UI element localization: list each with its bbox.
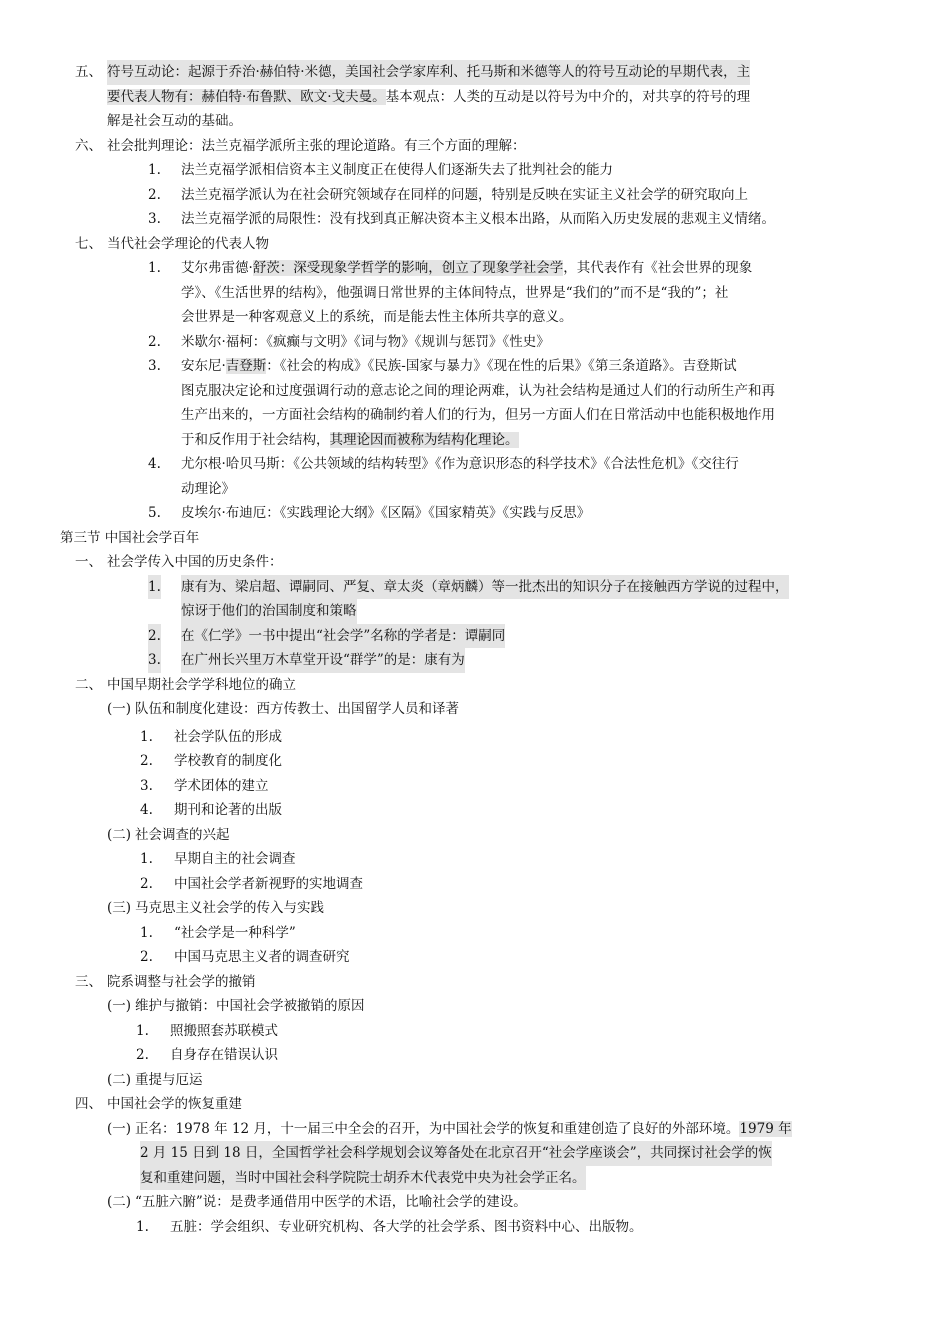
item-number: 2. [136, 1047, 149, 1063]
item-text: “社会学是一种科学” [174, 924, 296, 941]
item-number: 3. [148, 211, 161, 227]
schutz-item-cont [0, 281, 950, 306]
list-item [0, 847, 950, 872]
sub-heading [0, 1068, 950, 1093]
body-text: 安东尼· [181, 358, 226, 374]
list-item [0, 207, 950, 232]
item-text: 尤尔根·哈贝马斯：《公共领域的结构转型》《作为意识形态的科学技术》《合法性危机》《交往行 [181, 456, 739, 472]
item-text: 米歇尔·福柯：《疯癫与文明》《词与物》《规训与惩罚》《性史》 [181, 333, 550, 350]
item-number: 1. [148, 260, 161, 276]
giddens-item-cont [0, 379, 950, 404]
sub-heading [0, 1190, 950, 1215]
list-item [0, 183, 950, 208]
sub-heading [0, 1117, 950, 1142]
list-item [0, 749, 950, 774]
item-number: 4. [140, 802, 153, 818]
schutz-item-cont [0, 305, 950, 330]
early-heading [0, 673, 950, 698]
heading-text: 中国社会学的恢复重建 [107, 1096, 242, 1112]
item-number: 1. [140, 728, 153, 745]
item-number: 1. [148, 162, 161, 178]
list-item [0, 648, 950, 673]
item-text: 五脏：学会组织、专业研究机构、各大学的社会学系、图书资料中心、出版物。 [170, 1218, 643, 1235]
giddens-item-cont [0, 403, 950, 428]
list-item [0, 872, 950, 897]
body-text: 学》、《生活世界的结构》，他强调日常世界的主体间特点，世界是“我们的”而不是“我的”；社 [181, 284, 729, 301]
list-item [0, 1043, 950, 1068]
list-item [0, 725, 950, 750]
list-marker: 四、 [75, 1096, 102, 1112]
symbolic-interaction-line-1 [0, 60, 950, 85]
list-marker: 五、 [75, 64, 102, 80]
heading-text: 维护与撤销：中国社会学被撤销的原因 [135, 998, 365, 1014]
list-marker: 二、 [75, 676, 102, 693]
heading-text: 马克思主义社会学的传入与实践 [135, 900, 324, 916]
sub-heading [0, 823, 950, 848]
critical-theory-heading [0, 134, 950, 159]
list-item [0, 158, 950, 183]
item-text: 中国马克思主义者的调查研究 [174, 949, 350, 965]
body-text: ：《社会的构成》《民族-国家与暴力》《现在性的后果》《第三条道路》。吉登斯试 [266, 358, 737, 374]
highlighted-text: 其理论因而被称为结构化理论。 [329, 431, 519, 448]
dept-heading [0, 970, 950, 995]
highlighted-text: 吉登斯 [225, 358, 267, 374]
symbolic-interaction-line-2 [0, 85, 950, 110]
list-item [0, 798, 950, 823]
body-text: 艾尔弗雷德· [181, 260, 253, 276]
highlighted-text: 在广州长兴里万木草堂开设“群学”的是：康有为 [181, 648, 465, 673]
giddens-item [0, 354, 950, 379]
item-number: 1. [136, 1022, 149, 1039]
list-item [0, 774, 950, 799]
highlighted-text: 惊讶于他们的治国制度和策略 [181, 599, 357, 624]
heading-text: 社会批判理论：法兰克福学派所主张的理论道路。有三个方面的理解： [107, 137, 526, 154]
item-number: 2. [140, 949, 153, 965]
sub-marker: (二) [107, 826, 132, 843]
item-text: 社会学队伍的形成 [174, 728, 282, 745]
highlighted-text: 康有为、梁启超、谭嗣同、严复、章太炎（章炳麟）等一批杰出的知识分子在接触西方学说的过程中， [181, 575, 789, 600]
body-text: 于和反作用于社会结构， [181, 431, 330, 448]
sub-marker: (三) [107, 900, 132, 916]
list-marker: 六、 [75, 137, 102, 154]
item-text: 学术团体的建立 [174, 777, 269, 794]
highlighted-text: 要代表人物有：赫伯特·布鲁默、欧文·戈夫曼。 [107, 88, 386, 105]
item-text: 法兰克福学派相信资本主义制度正在使得人们逐渐失去了批判社会的能力 [181, 162, 613, 178]
item-number: 5. [148, 505, 161, 521]
item-number: 3. [140, 777, 153, 794]
list-item-cont [0, 599, 950, 624]
item-number: 2. [148, 624, 161, 649]
body-text: 图克服决定论和过度强调行动的意志论之间的理论两难，认为社会结构是通过人们的行动所生产和再 [181, 382, 775, 399]
heading-text: 社会学传入中国的历史条件： [107, 554, 283, 570]
list-marker: 一、 [75, 554, 102, 570]
list-marker: 三、 [75, 973, 102, 990]
body-text: ，其代表作有《社会世界的现象 [563, 260, 753, 276]
item-text: 法兰克福学派认为在社会研究领域存在同样的问题，特别是反映在实证主义社会学的研究取向上 [181, 186, 748, 203]
foucault-item [0, 330, 950, 355]
item-text: 期刊和论著的出版 [174, 802, 282, 818]
heading-text: 社会调查的兴起 [135, 826, 230, 843]
heading-text: “五脏六腑”说：是费孝通借用中医学的术语，比喻社会学的建设。 [135, 1194, 527, 1210]
item-number: 4. [148, 456, 161, 472]
section-heading: 第三节 中国社会学百年 [60, 529, 200, 546]
item-number: 3. [148, 648, 161, 673]
item-number: 1. [140, 924, 153, 941]
list-item [0, 921, 950, 946]
heading-text: 重提与厄运 [135, 1071, 203, 1088]
list-item [0, 624, 950, 649]
sub-heading [0, 697, 950, 722]
list-item [0, 575, 950, 600]
sub-marker: (一) [107, 701, 132, 717]
list-marker: 七、 [75, 235, 102, 252]
item-text: 皮埃尔·布迪厄：《实践理论大纲》《区隔》《国家精英》《实践与反思》 [181, 505, 591, 521]
list-item [0, 1215, 950, 1240]
item-number: 1. [148, 575, 161, 600]
body-text: 解是社会互动的基础。 [107, 113, 242, 129]
bourdieu-item [0, 501, 950, 526]
list-item [0, 1019, 950, 1044]
highlighted-text: 1979 年 [739, 1120, 792, 1137]
item-number: 1. [136, 1218, 149, 1235]
highlighted-text: 复和重建问题，当时中国社会科学院院士胡乔木代表党中央为社会学正名。 [140, 1166, 586, 1191]
section-title [0, 526, 950, 551]
item-text: 动理论》 [181, 480, 235, 497]
modern-theory-heading [0, 232, 950, 257]
list-item [0, 945, 950, 970]
intro-heading [0, 550, 950, 575]
highlighted-text: 舒茨：深受现象学哲学的影响，创立了现象学社会学 [252, 260, 564, 276]
item-text: 法兰克福学派的局限性：没有找到真正解决资本主义根本出路，从而陷入历史发展的悲观主义情绪。 [181, 211, 775, 227]
sub-marker: (二) [107, 1194, 132, 1210]
sub-marker: (二) [107, 1071, 132, 1088]
body-text: 正名：1978 年 12 月，十一届三中全会的召开，为中国社会学的恢复和重建创造了良好的外部环境。 [135, 1120, 740, 1137]
item-text: 自身存在错误认识 [170, 1047, 278, 1063]
sub-heading [0, 994, 950, 1019]
item-number: 2. [140, 875, 153, 892]
document-page [0, 60, 950, 1239]
habermas-item-cont [0, 477, 950, 502]
sub-heading-cont [0, 1166, 950, 1191]
symbolic-interaction-line-3 [0, 109, 950, 134]
item-text: 早期自主的社会调查 [174, 851, 296, 867]
heading-text: 院系调整与社会学的撤销 [107, 973, 256, 990]
heading-text: 中国早期社会学学科地位的确立 [107, 676, 296, 693]
habermas-item [0, 452, 950, 477]
highlighted-text: 在《仁学》一书中提出“社会学”名称的学者是：谭嗣同 [181, 624, 505, 649]
sub-heading-cont [0, 1141, 950, 1166]
heading-text: 队伍和制度化建设：西方传教士、出国留学人员和译著 [135, 701, 459, 717]
restore-heading [0, 1092, 950, 1117]
item-text: 照搬照套苏联模式 [170, 1022, 278, 1039]
body-text: 基本观点：人类的互动是以符号为中介的，对共享的符号的理 [385, 88, 751, 105]
item-number: 2. [140, 753, 153, 769]
sub-marker: (一) [107, 1120, 132, 1137]
item-number: 2. [148, 333, 161, 350]
giddens-item-cont [0, 428, 950, 453]
item-number: 2. [148, 186, 161, 203]
sub-heading [0, 896, 950, 921]
highlighted-text: 2 月 15 日到 18 日，全国哲学社会科学规划会议筹备处在北京召开“社会学座谈会”，共同探讨社会学的恢 [140, 1141, 772, 1166]
body-text: 会世界是一种客观意义上的系统，而是能去性主体所共享的意义。 [181, 309, 573, 325]
heading-text: 当代社会学理论的代表人物 [107, 235, 269, 252]
item-text: 中国社会学者新视野的实地调查 [174, 875, 363, 892]
item-number: 3. [148, 358, 161, 374]
schutz-item [0, 256, 950, 281]
highlighted-text: 符号互动论：起源于乔治·赫伯特·米德，美国社会学家库利、托马斯和米德等人的符号互动论的早期代表，主 [107, 60, 750, 85]
item-text: 学校教育的制度化 [174, 753, 282, 769]
sub-marker: (一) [107, 998, 132, 1014]
item-number: 1. [140, 851, 153, 867]
body-text: 生产出来的，一方面社会结构的确制约着人们的行为，但另一方面人们在日常活动中也能积极地作用 [181, 407, 775, 423]
